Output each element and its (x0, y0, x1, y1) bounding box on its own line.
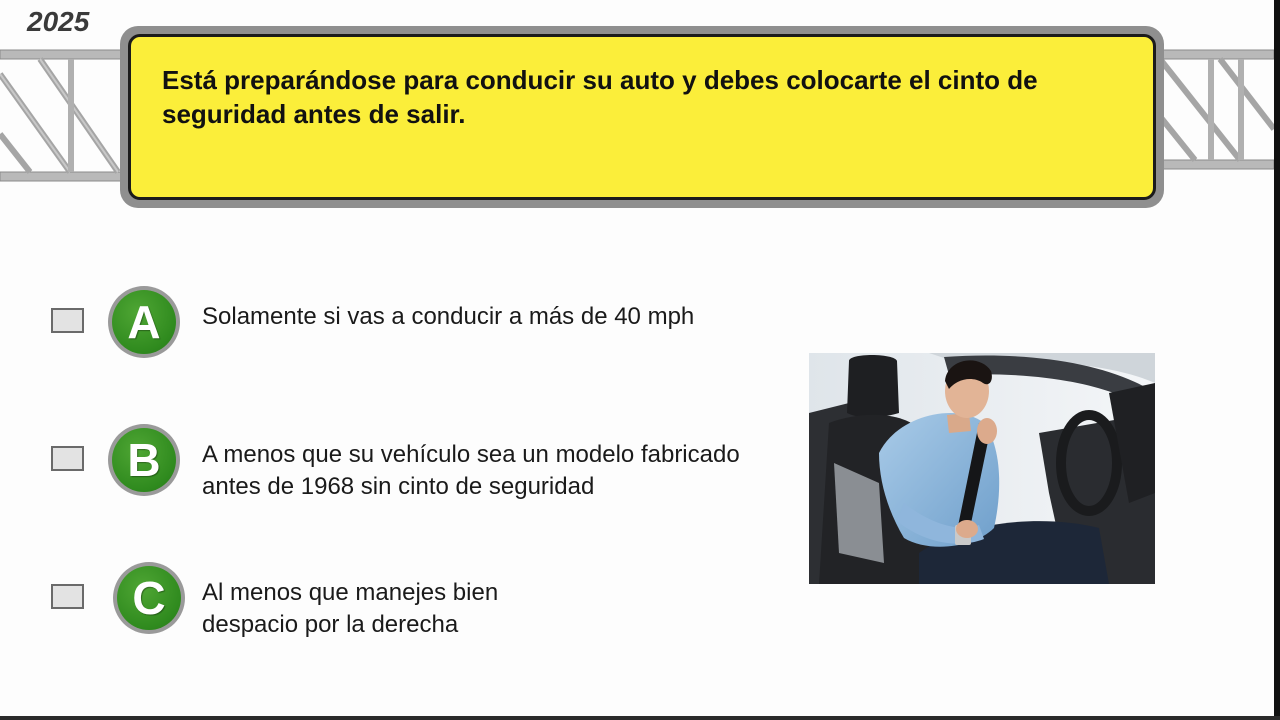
driver-seatbelt-photo (809, 353, 1155, 584)
option-a[interactable] (0, 281, 780, 361)
option-c-letter: C (117, 566, 181, 630)
option-b-checkbox[interactable] (51, 446, 84, 471)
option-c[interactable] (0, 557, 780, 637)
year-label: 2025 (27, 6, 90, 37)
option-c-badge (113, 562, 185, 634)
option-b-text: A menos que su vehículo sea un modelo fabricado antes de 1968 sin cinto de seguridad (202, 441, 740, 500)
question-text: Está preparándose para conducir su auto y debes colocarte el cinto de seguridad antes de salir. (162, 65, 1038, 129)
screen-right-edge (1274, 0, 1280, 720)
option-a-checkbox[interactable] (51, 308, 84, 333)
option-c-text: Al menos que manejes bien despacio por la derecha (202, 579, 499, 638)
screen-bottom-edge (0, 716, 1280, 720)
option-c-checkbox[interactable] (51, 584, 84, 609)
question-sign (120, 26, 1164, 208)
option-b-letter: B (112, 428, 176, 492)
option-a-badge (108, 286, 180, 358)
gantry-truss-right (1150, 44, 1274, 190)
question-sign-panel (128, 34, 1156, 200)
gantry-truss-left (0, 44, 135, 190)
option-a-text: Solamente si vas a conducir a más de 40 mph (202, 303, 695, 330)
option-b-badge (108, 424, 180, 496)
option-b[interactable] (0, 419, 780, 499)
option-a-letter: A (112, 290, 176, 354)
